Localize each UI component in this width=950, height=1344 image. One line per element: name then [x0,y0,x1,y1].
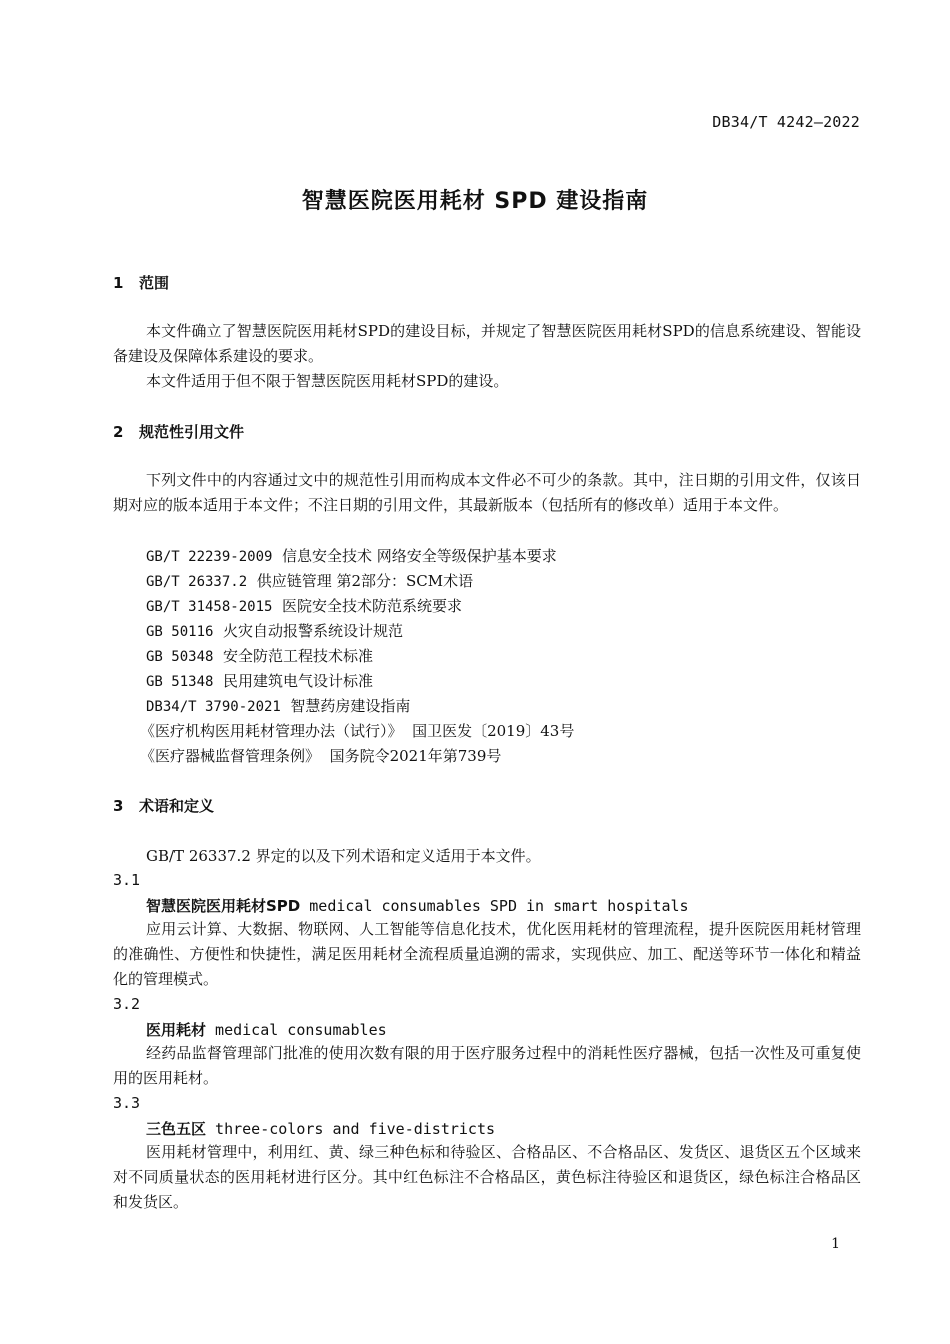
reference-item: 《医疗器械监督管理条例》 国务院令2021年第739号 [140,747,502,765]
section-1-paragraph-2: 本文件适用于但不限于智慧医院医用耗材SPD的建设。 [146,372,509,390]
document-title: 智慧医院医用耗材 SPD 建设指南 [301,189,649,214]
section-title: 术语和定义 [139,797,215,815]
reference-item: GB 51348 民用建筑电气设计标准 [146,672,373,690]
section-number: 3 [113,797,124,815]
reference-item: GB 50348 安全防范工程技术标准 [146,647,373,665]
term-definition: 应用云计算、大数据、物联网、人工智能等信息化技术，优化医用耗材的管理流程，提升医院医用耗材管理的准确性、方便性和快捷性，满足医用耗材全流程质量追溯的需求，实现供应、加工、配送等环节一体化和精益化的管理模式。 [113,920,861,988]
term-number: 3.3 [113,1094,141,1112]
section-1-paragraph-1: 本文件确立了智慧医院医用耗材SPD的建设目标，并规定了智慧医院医用耗材SPD的信息系统建设、智能设备建设及保障体系建设的要求。 [113,322,861,365]
term-definition: 经药品监督管理部门批准的使用次数有限的用于医疗服务过程中的消耗性医疗器械，包括一次性及可重复使用的医用耗材。 [113,1044,861,1087]
term-title: 三色五区 three-colors and five-districts [146,1120,495,1138]
term-title: 医用耗材 medical consumables [146,1021,387,1039]
section-2-paragraph: 下列文件中的内容通过文中的规范性引用而构成本文件必不可少的条款。其中，注日期的引用文件，仅该日期对应的版本适用于本文件；不注日期的引用文件，其最新版本（包括所有的修改单）适用于本文件。 [113,471,861,514]
reference-item: DB34/T 3790-2021 智慧药房建设指南 [146,697,411,715]
section-title: 范围 [139,274,170,292]
section-3-heading [113,795,214,816]
term-number: 3.2 [113,995,141,1013]
section-1-heading [113,272,169,293]
section-title: 规范性引用文件 [139,423,245,441]
section-3-intro: GB/T 26337.2 界定的以及下列术语和定义适用于本文件。 [146,847,541,865]
standard-code: DB34/T 4242—2022 [712,113,860,131]
reference-item: GB/T 22239-2009 信息安全技术 网络安全等级保护基本要求 [146,547,557,565]
term-title: 智慧医院医用耗材SPD medical consumables SPD in smart hospitals [146,897,689,915]
section-number: 2 [113,423,124,441]
reference-item: GB/T 26337.2 供应链管理 第2部分：SCM术语 [146,572,474,590]
page-number: 1 [831,1236,840,1252]
reference-item: GB/T 31458-2015 医院安全技术防范系统要求 [146,597,462,615]
term-definition: 医用耗材管理中，利用红、黄、绿三种色标和待验区、合格品区、不合格品区、发货区、退货区五个区域来对不同质量状态的医用耗材进行区分。其中红色标注不合格品区，黄色标注待验区和退货区，绿色标注合格品区和发货区。 [113,1143,861,1211]
reference-item: GB 50116 火灾自动报警系统设计规范 [146,622,403,640]
section-number: 1 [113,274,124,292]
term-number: 3.1 [113,871,141,889]
reference-item: 《医疗机构医用耗材管理办法（试行）》 国卫医发〔2019〕43号 [140,722,575,740]
section-2-heading [113,421,244,442]
